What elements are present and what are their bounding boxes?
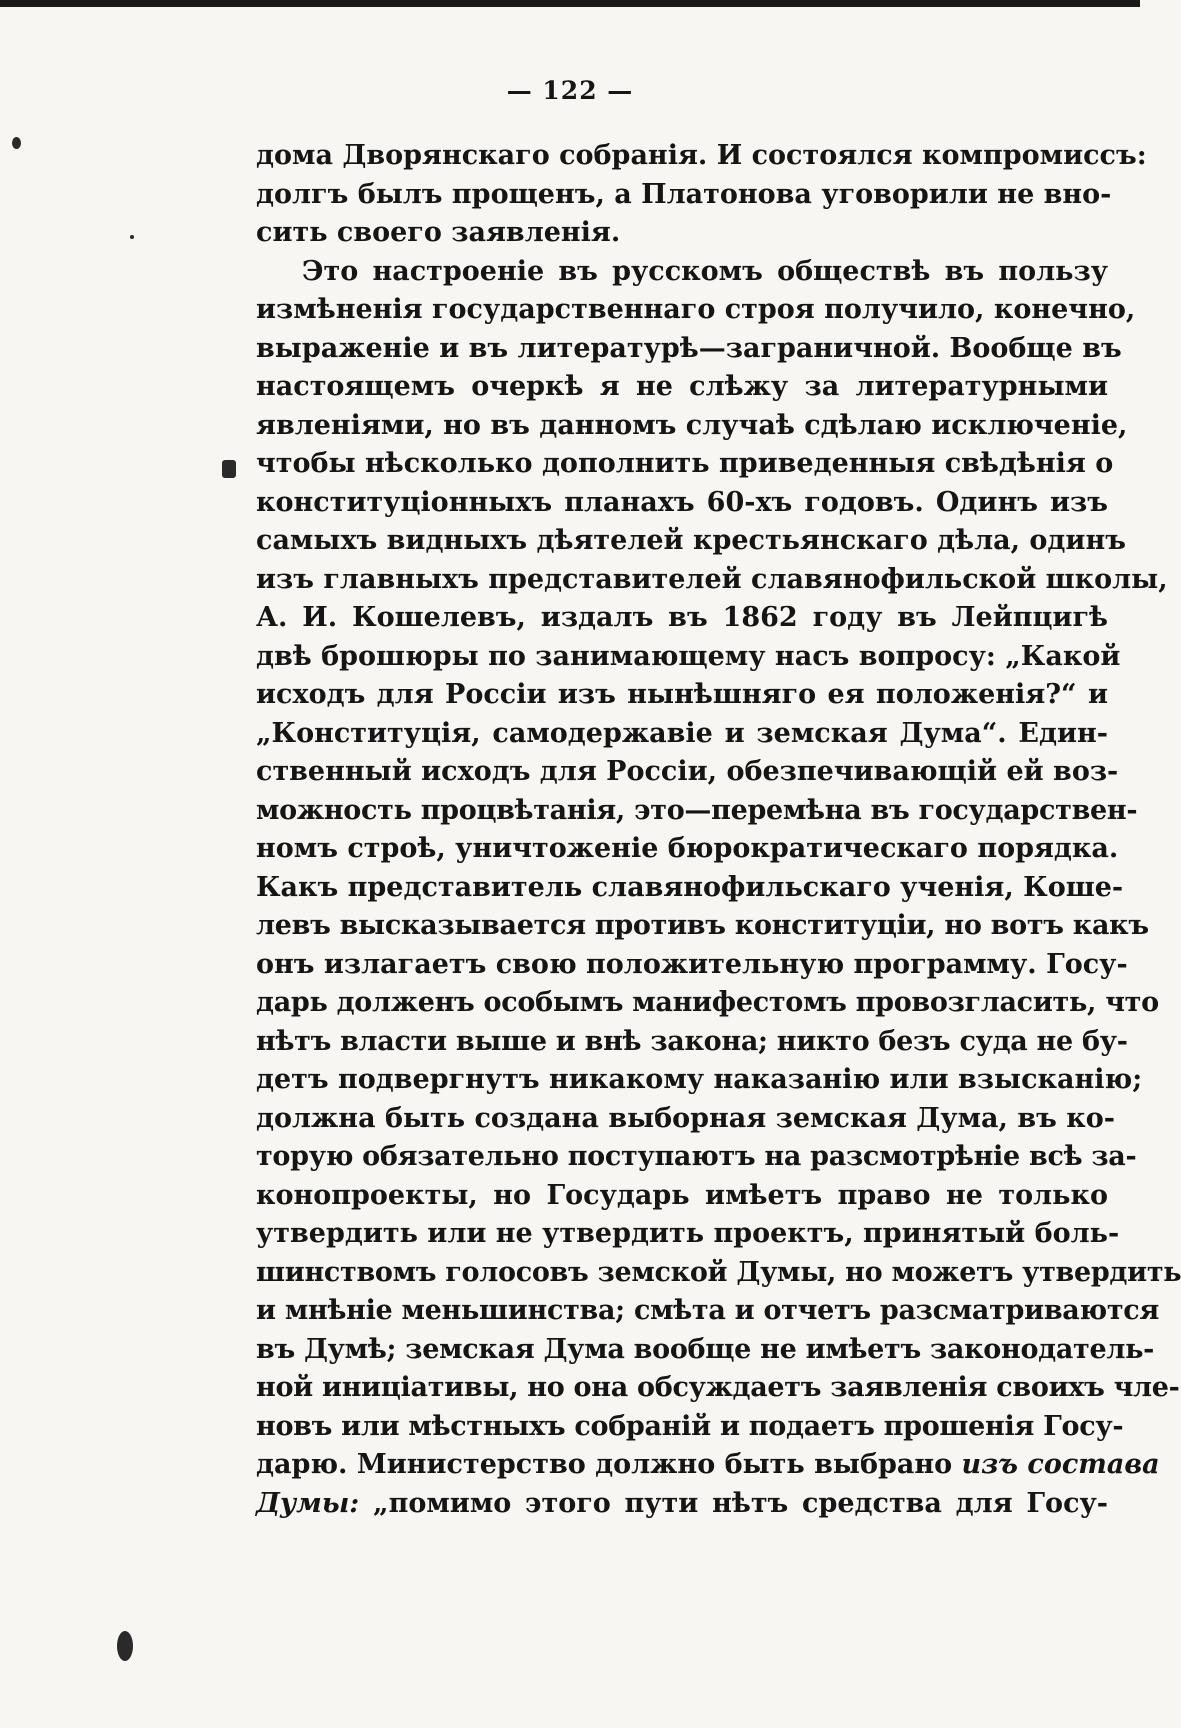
margin-mark (222, 460, 236, 478)
text-segment: „помимо этого пути нѣтъ средства для Госу- (359, 1487, 1108, 1519)
text-segment: дарю. Министерство должно быть выбрано (256, 1449, 953, 1480)
text-line: ной иниціативы, но она обсуждаетъ заявленія своихъ чле- (256, 1372, 1180, 1403)
text-line: детъ подвергнутъ никакому наказанію или взысканію; (256, 1064, 1143, 1095)
text-line: шинствомъ голосовъ земской Думы, но можетъ утвердить (256, 1256, 1181, 1288)
text-line (256, 1446, 1160, 1485)
text-line: конституціонныхъ планахъ 60-хъ годовъ. Одинъ изъ (256, 486, 1108, 518)
italic-segment: Думы: (256, 1487, 360, 1519)
text-line: выраженіе и въ литературѣ—заграничной. Вообще въ (256, 332, 1122, 364)
text-line: явленіями, но въ данномъ случаѣ сдѣлаю исключеніе, (256, 409, 1128, 441)
text-line: можность процвѣтанія, это—перемѣна въ государствен- (256, 794, 1138, 826)
margin-mark (130, 235, 134, 239)
text-line: конопроекты, но Государь имѣетъ право не только (256, 1179, 1108, 1211)
text-line: торую обязательно поступаютъ на разсмотрѣніе всѣ за- (256, 1141, 1137, 1172)
text-line: настоящемъ очеркѣ я не слѣжу за литературными (256, 371, 1108, 402)
text-line: Какъ представитель славянофильскаго ученія, Коше- (256, 871, 1124, 903)
italic-segment: изъ состава (961, 1449, 1160, 1480)
text-line: исходъ для Россіи изъ нынѣшняго ея положенія?“ и (256, 679, 1108, 710)
text-line: левъ высказывается противъ конституціи, но вотъ какъ (256, 910, 1149, 941)
text-line: нѣтъ власти выше и внѣ закона; никто безъ суда не бу- (256, 1025, 1128, 1057)
top-edge-rule (0, 0, 1140, 7)
text-line: номъ строѣ, уничтоженіе бюрократическаго порядка. (256, 833, 1119, 864)
margin-mark (117, 1631, 133, 1661)
text-line: долгъ былъ прощенъ, а Платонова уговорили не вно- (256, 178, 1112, 210)
text-line: дома Дворянскаго собранія. И состоялся компромиссъ: (256, 140, 1147, 171)
text-line: должна быть создана выборная земская Дума, въ ко- (256, 1102, 1115, 1134)
text-line: онъ излагаетъ свою положительную программу. Госу- (256, 948, 1128, 980)
text-line: самыхъ видныхъ дѣятелей крестьянскаго дѣла, одинъ (256, 525, 1126, 556)
text-line: дарь долженъ особымъ манифестомъ провозгласить, что (256, 987, 1159, 1018)
text-line: утвердить или не утвердить проектъ, принятый боль- (256, 1218, 1120, 1249)
text-line: новъ или мѣстныхъ собраній и подаетъ прошенія Госу- (256, 1410, 1124, 1442)
text-line: и мнѣніе меньшинства; смѣта и отчетъ разсматриваются (256, 1295, 1160, 1326)
body-text (256, 137, 1181, 1523)
text-line (256, 1485, 1108, 1524)
text-line: „Конституція, самодержавіе и земская Дума“. Един- (256, 717, 1108, 749)
text-line: двѣ брошюры по занимающему насъ вопросу: „Какой (256, 640, 1121, 672)
page-number: — 122 — (506, 76, 634, 105)
text-line: въ Думѣ; земская Дума вообще не имѣетъ законодатель- (256, 1333, 1155, 1365)
text-line: изъ главныхъ представителей славянофильской школы, (256, 563, 1168, 595)
text-line: измѣненія государственнаго строя получило, конечно, (256, 294, 1136, 325)
text-line: Это настроеніе въ русскомъ обществѣ въ пользу (302, 255, 1108, 287)
text-line: ственный исходъ для Россіи, обезпечивающій ей воз- (256, 756, 1119, 787)
margin-mark (12, 137, 21, 149)
text-line: А. И. Кошелевъ, издалъ въ 1862 году въ Лейпцигѣ (256, 602, 1108, 633)
text-line: чтобы нѣсколько дополнить приведенныя свѣдѣнія о (256, 448, 1114, 479)
text-line: сить своего заявленія. (256, 217, 621, 248)
